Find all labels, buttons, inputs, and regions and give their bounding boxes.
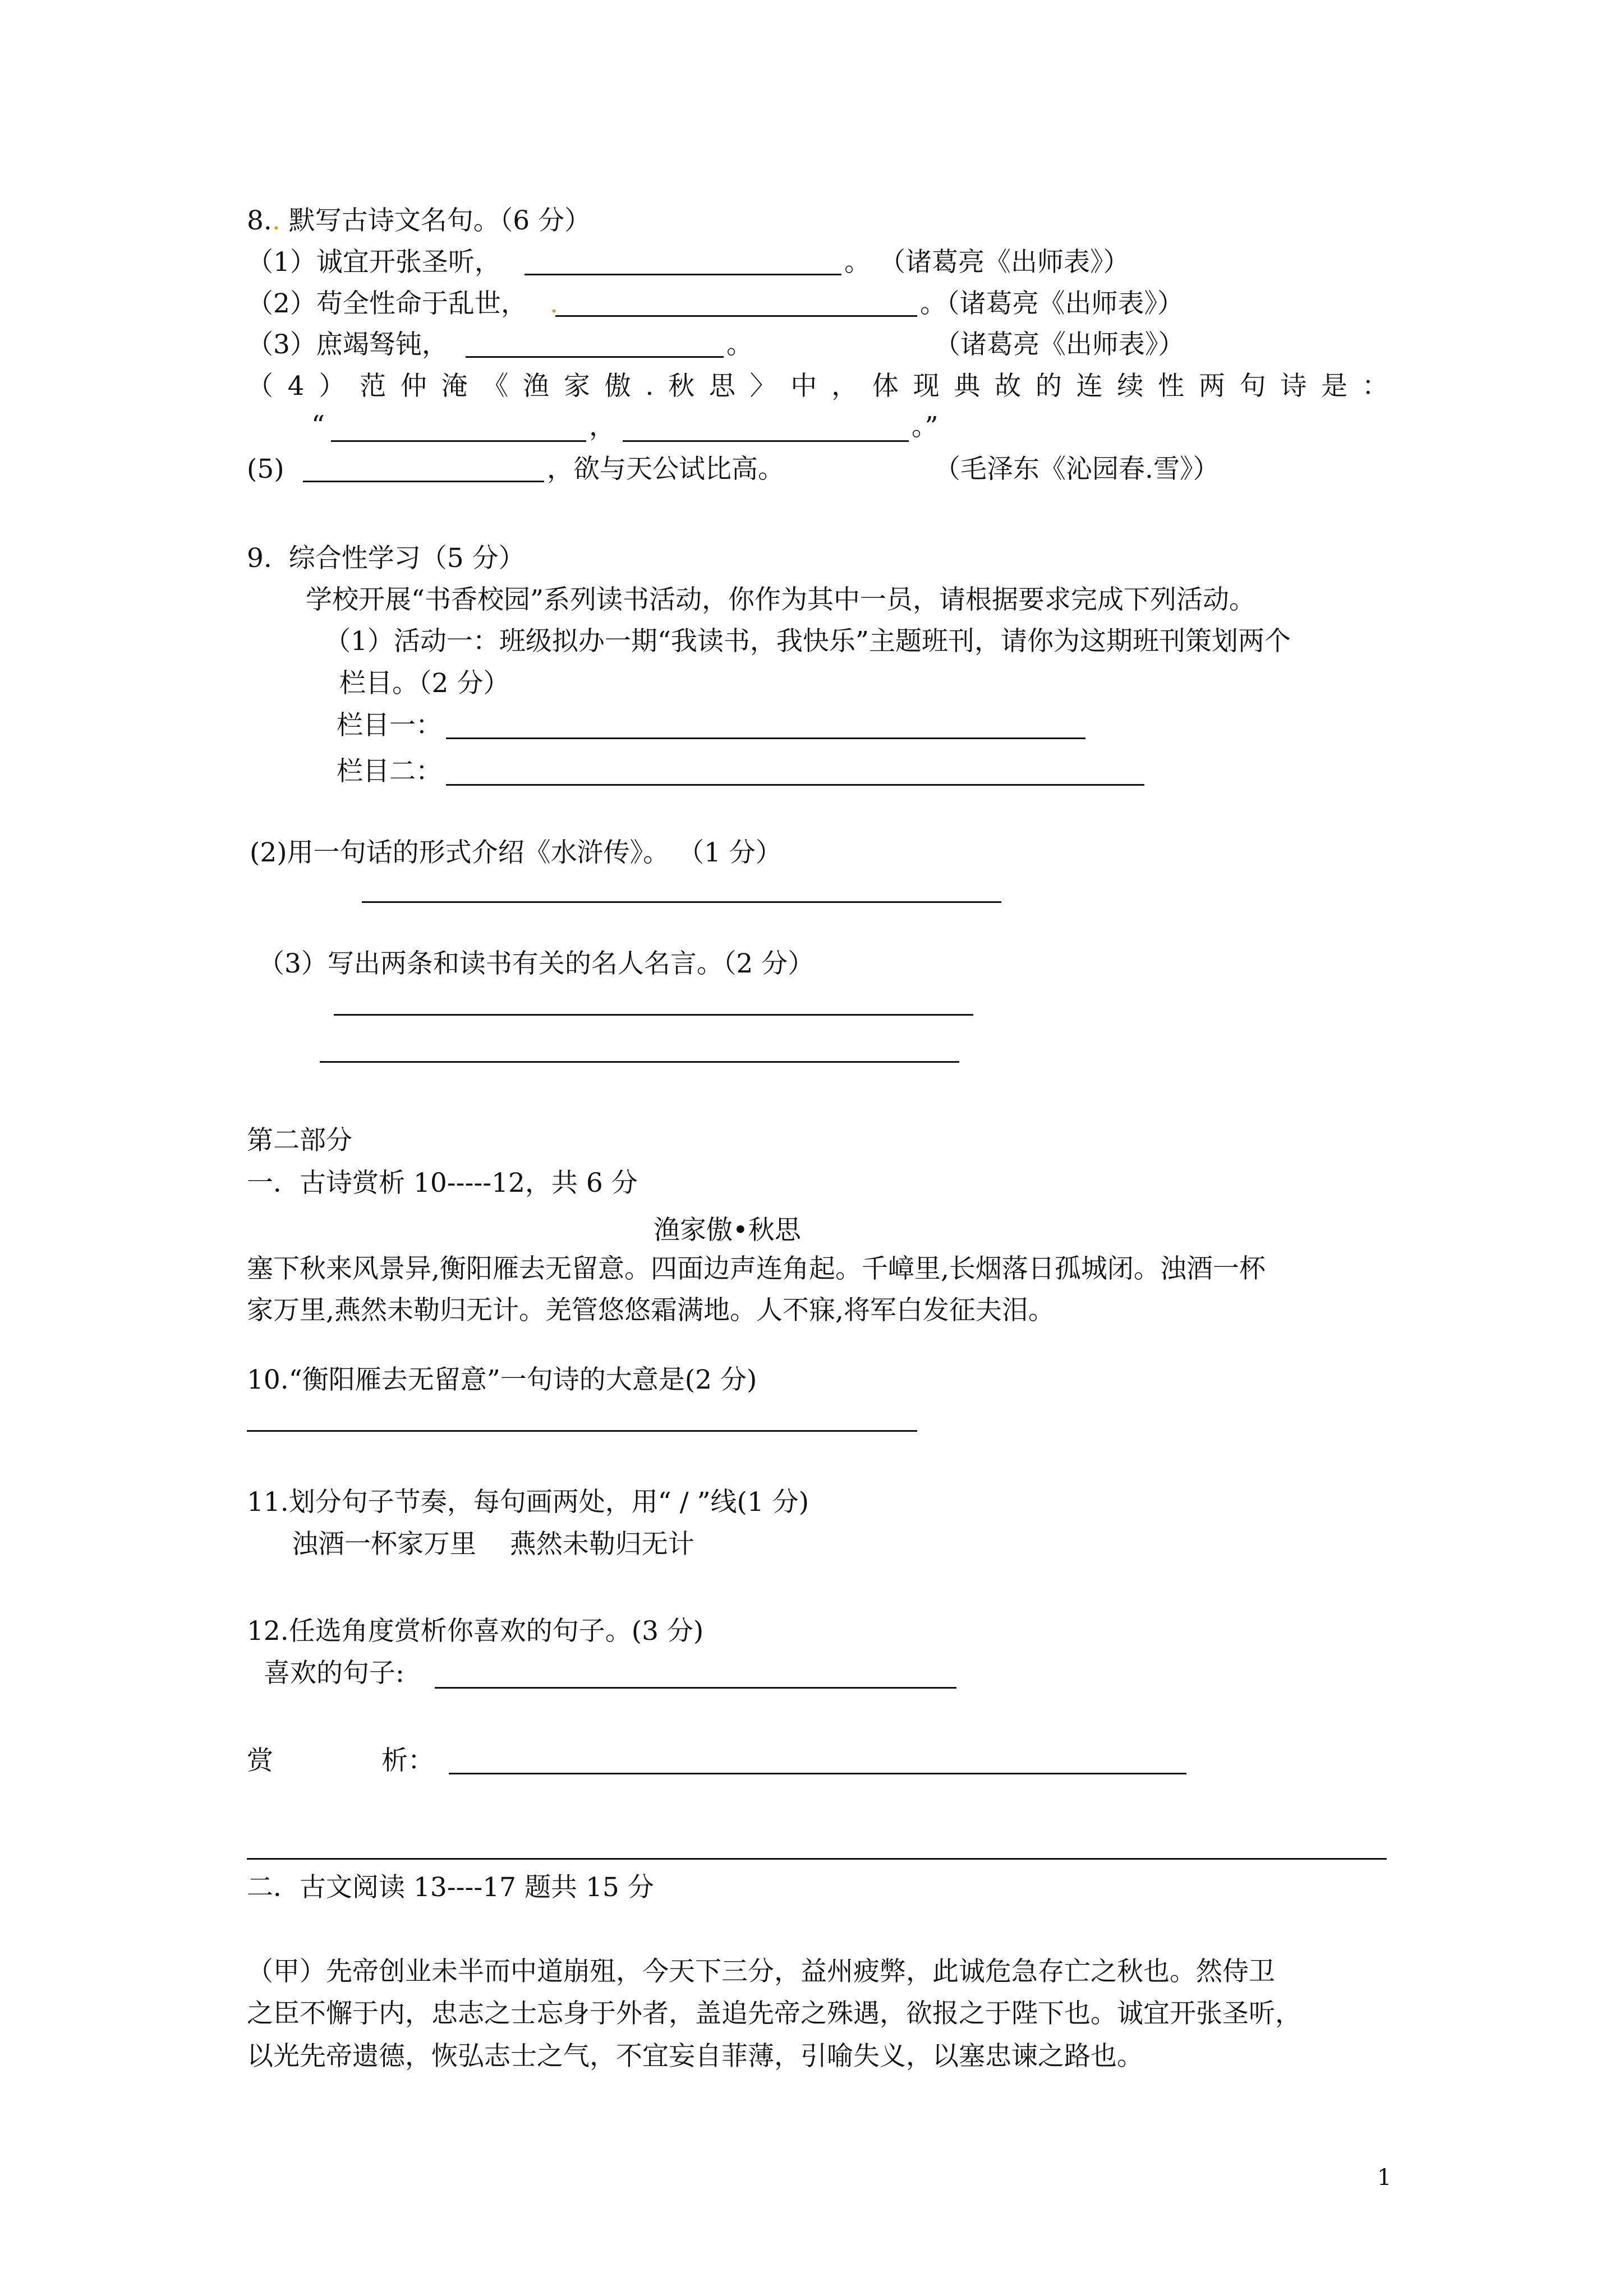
q9-column1-blank[interactable] — [446, 737, 1085, 739]
q12-analysis-label-2: 析： — [381, 1745, 434, 1776]
q12-favorite-blank[interactable] — [435, 1687, 956, 1689]
q9-activity3: （3）写出两条和读书有关的名人名言。（2 分） — [258, 948, 815, 979]
q8-line2-text: （2）苟全性命于乱世， — [247, 288, 527, 319]
q12-analysis-blank[interactable] — [449, 1773, 1186, 1774]
q8-title: 8.. 默写古诗文名句。（6 分） — [247, 205, 591, 236]
q11-text: 11.划分句子节奏，每句画两处，用“ / ”线(1 分) — [247, 1487, 809, 1518]
part2-title: 第二部分 — [247, 1125, 352, 1156]
q8-line3-period: 。 — [726, 329, 753, 360]
q8-line4-text: （ 4 ） 范 仲 淹 《 渔 家 傲 . 秋 思 〉 中 ， 体 现 典 故 的 连 续 性 两 句 诗 是 ： — [247, 371, 1388, 402]
part2-section1-title: 一．古诗赏析 10-----12，共 6 分 — [247, 1168, 638, 1198]
poem-title: 渔家傲•秋思 — [654, 1215, 801, 1246]
q9-activity2: (2)用一句话的形式介绍《水浒传》。 （1 分） — [250, 837, 782, 868]
q9-column2-label: 栏目二： — [337, 756, 442, 787]
q9-activity2-blank[interactable] — [362, 901, 1001, 903]
q8-line1-text: （1）诚宜开张圣听， — [247, 247, 501, 278]
section-divider — [247, 1858, 1387, 1860]
q12-favorite-label: 喜欢的句子: — [264, 1658, 404, 1689]
q9-activity3-blank2[interactable] — [320, 1061, 959, 1063]
q10-blank[interactable] — [247, 1430, 917, 1432]
q8-line1-source: 。 （诸葛亮《出师表》） — [844, 247, 1130, 278]
q8-line2-source: 。（诸葛亮《出师表》） — [920, 288, 1184, 319]
q8-line4b-comma: ， — [589, 411, 615, 442]
q8-line2-dot: . — [550, 288, 558, 319]
passage-a-line1: （甲）先帝创业未半而中道崩殂，今天下三分，益州疲弊，此诚危急存亡之秋也。然侍卫 — [247, 1956, 1275, 1987]
q9-activity1: （1）活动一：班级拟办一期“我读书，我快乐”主题班刊，请你为这期班刊策划两个 — [324, 626, 1291, 657]
q9-title: 9. 综合性学习（5 分） — [247, 543, 525, 574]
q10-text: 10.“衡阳雁去无留意”一句诗的大意是(2 分) — [247, 1364, 757, 1395]
q8-line2-blank[interactable] — [555, 315, 917, 317]
q12-text: 12.任选角度赏析你喜欢的句子。(3 分) — [247, 1616, 704, 1647]
q9-column1-label: 栏目一： — [337, 710, 442, 741]
q8-line5-num: (5) — [247, 454, 284, 485]
q8-line3-text: （3）庶竭驽钝， — [247, 329, 448, 360]
q8-line3-blank[interactable] — [466, 356, 724, 358]
q9-activity1-cont: 栏目。（2 分） — [339, 668, 510, 699]
q9-intro: 学校开展“书香校园”系列读书活动，你作为其中一员，请根据要求完成下列活动。 — [306, 584, 1256, 615]
q8-line5-text: ，欲与天公试比高。 — [547, 454, 784, 485]
q9-column2-blank[interactable] — [446, 784, 1144, 786]
q8-line4b-blank2[interactable] — [623, 440, 909, 442]
q12-analysis-label-1: 赏 — [247, 1745, 273, 1776]
q8-line1-blank[interactable] — [525, 274, 841, 275]
poem-line2: 家万里,燕然未勒归无计。羌管悠悠霜满地。人不寐,将军白发征夫泪。 — [247, 1295, 1055, 1326]
passage-a-line3: 以光先帝遗德，恢弘志士之气，不宜妄自菲薄，引喻失义，以塞忠谏之路也。 — [247, 2041, 1143, 2072]
q8-line5-blank[interactable] — [303, 481, 544, 482]
q8-line4b-open-quote: “ — [311, 410, 325, 441]
poem-line1: 塞下秋来风景异,衡阳雁去无留意。四面边声连角起。千嶂里,长烟落日孤城闭。浊酒一杯 — [247, 1253, 1266, 1284]
part2-section2-title: 二．古文阅读 13----17 题共 15 分 — [247, 1872, 654, 1903]
q11-line: 浊酒一杯家万里 燕然未勒归无计 — [292, 1529, 694, 1560]
passage-a-line2: 之臣不懈于内，忠志之士忘身于外者，盖追先帝之殊遇，欲报之于陛下也。诚宜开张圣听， — [247, 1998, 1301, 2029]
q8-line4b-end: 。” — [912, 411, 938, 442]
page-number: 1 — [1377, 2165, 1392, 2191]
q8-line4b-blank1[interactable] — [331, 440, 586, 442]
q9-activity3-blank1[interactable] — [334, 1014, 973, 1016]
q8-line3-source: （诸葛亮《出师表》） — [934, 329, 1185, 360]
q8-line5-source: （毛泽东《沁园春.雪》） — [934, 454, 1220, 485]
